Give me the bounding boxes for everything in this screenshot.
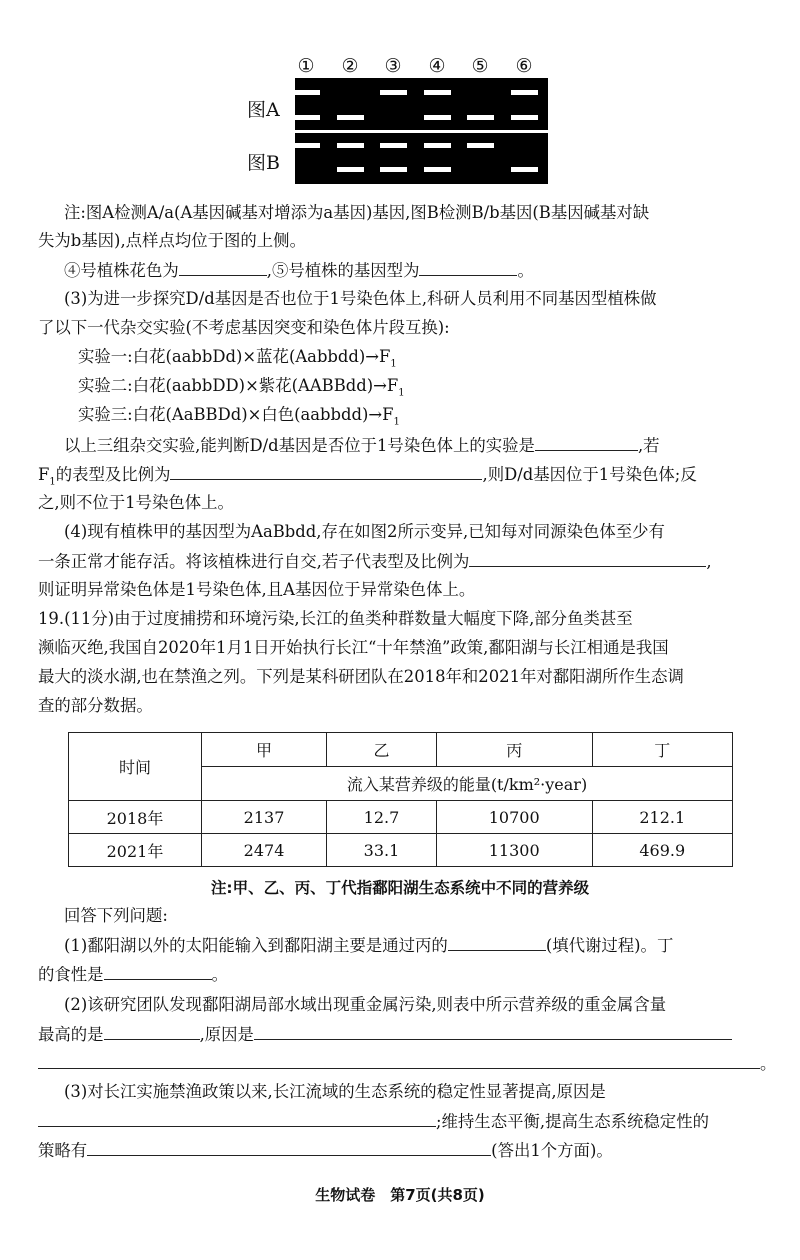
value-cell: 10700: [436, 801, 592, 834]
time-header: 时间: [69, 733, 202, 801]
answer-blank[interactable]: [254, 1023, 732, 1040]
q4-tail: ,: [706, 552, 712, 571]
level-header: 甲: [202, 733, 327, 767]
experiment-1: [78, 346, 397, 375]
gel-band: [380, 143, 407, 148]
q3-line1: (3)为进一步探究D/d基因是否也位于1号染色体上,科研人员利用不同基因型植株做: [64, 289, 657, 308]
level-header: 乙: [327, 733, 437, 767]
q3-line2: 了以下一代杂交实验(不考虑基因突变和染色体片段互换):: [38, 318, 450, 337]
experiment-1-text: 实验一:白花(aabbDd)×蓝花(Aabbdd)→F: [78, 347, 391, 366]
lane-number: ④: [428, 55, 446, 77]
gel-band: [293, 90, 320, 95]
q3-phenotype-tail: ,则D/d基因位于1号染色体;反: [482, 465, 697, 484]
gel-band: [293, 143, 320, 148]
s1-text: (1)鄱阳湖以外的太阳能输入到鄱阳湖主要是通过丙的: [64, 936, 448, 955]
subscript: 1: [390, 358, 397, 370]
experiment-3: [78, 404, 400, 433]
s1-line1: [64, 934, 673, 957]
q-flower-text-a: ④号植株花色为: [64, 261, 179, 280]
experiment-2-text: 实验二:白花(aabbDD)×紫花(AABBdd)→F: [78, 376, 399, 395]
lane-number: ⑤: [471, 55, 489, 77]
gel-band: [337, 167, 364, 172]
unit-header: 流入某营养级的能量(t/km²·year): [202, 767, 733, 801]
answer-blank[interactable]: [179, 259, 267, 276]
q3-judge-tail: ,若: [637, 436, 660, 455]
answer-blank[interactable]: [38, 1052, 760, 1069]
experiment-2: [78, 375, 405, 404]
gel-band: [511, 167, 538, 172]
gel-band: [380, 167, 407, 172]
q19-line3: 最大的淡水湖,也在禁渔之列。下列是某科研团队在2018年和2021年对鄱阳湖所作生态调: [38, 667, 684, 686]
s1-line2: [38, 963, 228, 986]
answer-blank[interactable]: [170, 463, 482, 480]
experiment-3-text: 实验三:白花(AaBBDd)×白色(aabbdd)→F: [78, 405, 394, 424]
s3-strategy: 策略有: [38, 1141, 88, 1160]
q4-line2: [38, 550, 712, 573]
gel-band: [424, 115, 451, 120]
q-flower-text-c: 。: [517, 261, 534, 280]
gel-figure: [0, 0, 800, 190]
gel-band: [467, 115, 494, 120]
q19-line1: 19.(11分)由于过度捕捞和环境污染,长江的鱼类种群数量大幅度下降,部分鱼类甚至: [38, 609, 633, 628]
q4-line3: 则证明异常染色体是1号染色体,且A基因位于异常染色体上。: [38, 580, 476, 599]
value-cell: 12.7: [327, 801, 437, 834]
value-cell: 469.9: [592, 834, 732, 867]
gel-band: [511, 115, 538, 120]
year-cell: 2021年: [69, 834, 202, 867]
q4-text: 一条正常才能存活。将该植株进行自交,若子代表型及比例为: [38, 552, 470, 571]
gel-band: [337, 143, 364, 148]
lane-number: ②: [341, 55, 359, 77]
value-cell: 2474: [202, 834, 327, 867]
gel-band: [424, 143, 451, 148]
subscript: 1: [398, 387, 405, 399]
value-cell: 2137: [202, 801, 327, 834]
subscript: 1: [393, 416, 400, 428]
year-cell: 2018年: [69, 801, 202, 834]
gel-band: [424, 167, 451, 172]
table-row: [69, 834, 733, 867]
subscript: 1: [49, 476, 56, 488]
q3-f: F: [38, 465, 50, 484]
s2-line2: [38, 1023, 732, 1046]
answer-blank[interactable]: [448, 934, 546, 951]
gel-band: [467, 143, 494, 148]
gel-band: [511, 90, 538, 95]
s2-text: 最高的是: [38, 1025, 104, 1044]
answer-blank[interactable]: [104, 1023, 200, 1040]
q-flower: [64, 259, 534, 282]
s3-line3: [38, 1139, 613, 1162]
lane-number: ⑥: [515, 55, 533, 77]
gel-band: [424, 90, 451, 95]
ecology-table: [68, 732, 733, 867]
table-row: [69, 801, 733, 834]
q3-judge-text: 以上三组杂交实验,能判断D/d基因是否位于1号染色体上的实验是: [64, 436, 535, 455]
table-note: 注:甲、乙、丙、丁代指鄱阳湖生态系统中不同的营养级: [210, 879, 590, 897]
q3-phenotype-text: 的表型及比例为: [55, 465, 171, 484]
gel-b: [295, 133, 548, 184]
fig-b-label: 图B: [247, 152, 280, 174]
answer-blank[interactable]: [469, 550, 706, 567]
s1-diet: 的食性是: [38, 965, 104, 984]
s2-line3: [38, 1052, 776, 1075]
q3-judge: [64, 434, 660, 457]
lane-number: ③: [384, 55, 402, 77]
lane-number: ①: [297, 55, 315, 77]
s1-end: 。: [211, 965, 228, 984]
level-header: 丁: [592, 733, 732, 767]
value-cell: 33.1: [327, 834, 437, 867]
gel-a: [295, 78, 548, 130]
q4-line1: (4)现有植株甲的基因型为AaBbdd,存在如图2所示变异,已知每对同源染色体至少有: [64, 522, 665, 541]
q3-phenotype: [38, 463, 697, 493]
answer-prompt: 回答下列问题:: [64, 906, 168, 925]
gel-band: [337, 115, 364, 120]
answer-blank[interactable]: [419, 259, 517, 276]
gel-band: [293, 115, 320, 120]
q3-else: 之,则不位于1号染色体上。: [38, 493, 234, 512]
q-flower-text-b: ,⑤号植株的基因型为: [266, 261, 420, 280]
s3-text: ;维持生态平衡,提高生态系统稳定性的: [436, 1112, 709, 1131]
q19-line4: 查的部分数据。: [38, 696, 153, 715]
note-line1: 注:图A检测A/a(A基因碱基对增添为a基因)基因,图B检测B/b基因(B基因碱基对缺: [64, 203, 650, 222]
answer-blank[interactable]: [38, 1110, 436, 1127]
answer-blank[interactable]: [87, 1139, 491, 1156]
note-line2: 失为b基因),点样点均位于图的上侧。: [38, 231, 306, 250]
s2-end: 。: [760, 1054, 777, 1073]
answer-blank[interactable]: [104, 963, 212, 980]
level-header: 丙: [436, 733, 592, 767]
s3-line2: [38, 1110, 709, 1133]
s3-tail: (答出1个方面)。: [491, 1141, 613, 1160]
q19-line2: 濒临灭绝,我国自2020年1月1日开始执行长江“十年禁渔”政策,鄱阳湖与长江相通是我国: [38, 638, 669, 657]
page-footer: 生物试卷 第7页(共8页): [315, 1186, 485, 1204]
value-cell: 11300: [436, 834, 592, 867]
s2-reason: ,原因是: [199, 1025, 254, 1044]
fig-a-label: 图A: [247, 99, 280, 121]
s2-line1: (2)该研究团队发现鄱阳湖局部水域出现重金属污染,则表中所示营养级的重金属含量: [64, 995, 667, 1014]
value-cell: 212.1: [592, 801, 732, 834]
s1-tail: (填代谢过程)。丁: [545, 936, 674, 955]
s3-line1: (3)对长江实施禁渔政策以来,长江流域的生态系统的稳定性显著提高,原因是: [64, 1082, 606, 1101]
gel-band: [380, 90, 407, 95]
answer-blank[interactable]: [535, 434, 638, 451]
